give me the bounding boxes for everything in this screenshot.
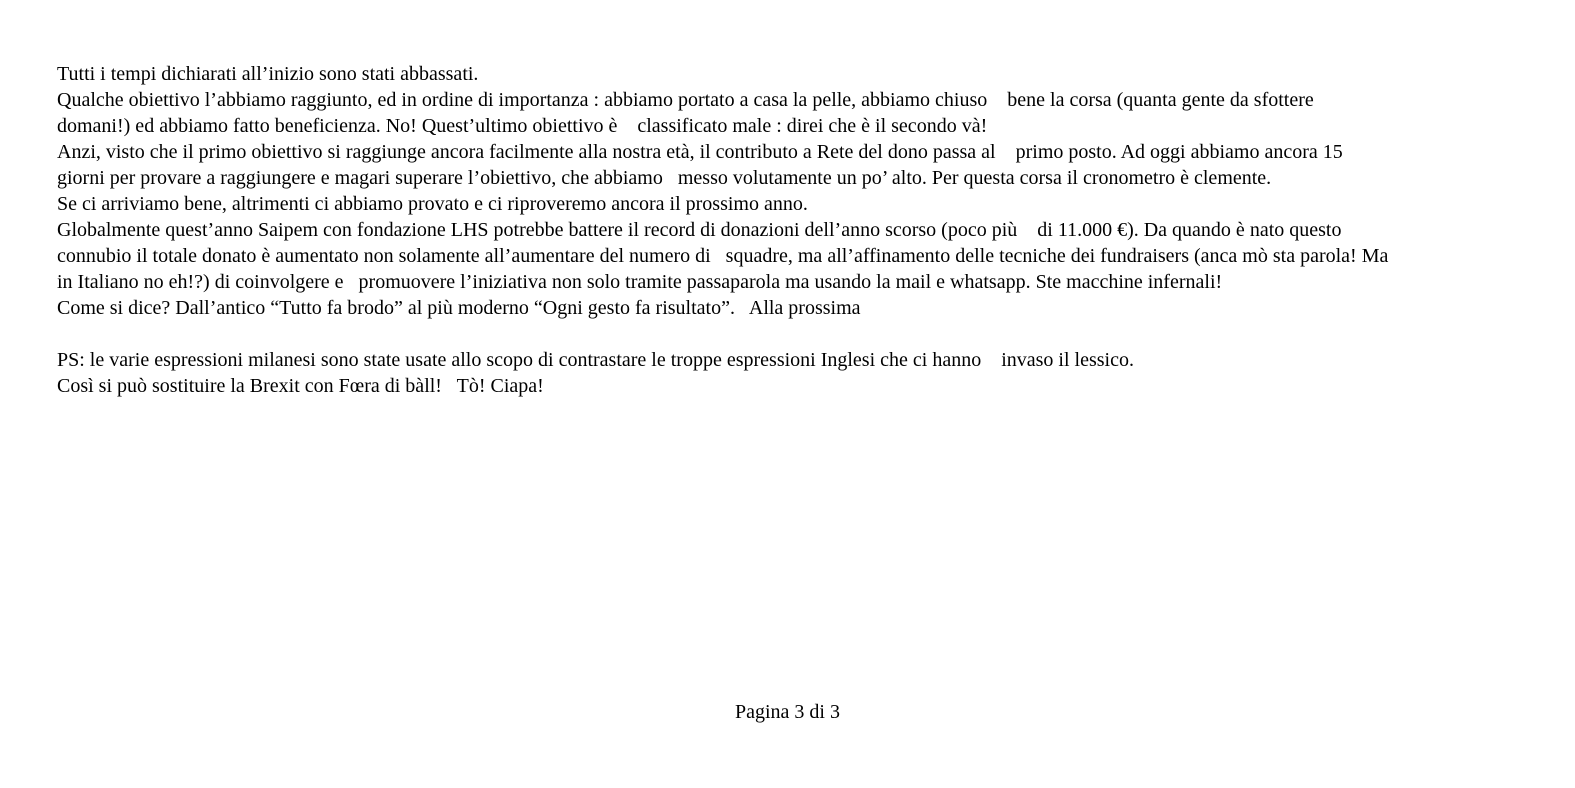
text-line: Globalmente quest’anno Saipem con fondazione LHS potrebbe battere il record di donazioni dell’anno scorso (poco più di 11.000 €). Da quando è nato questo — [57, 219, 1342, 241]
text-line: Anzi, visto che il primo obiettivo si raggiunge ancora facilmente alla nostra età, il contributo a Rete del dono passa al primo posto. Ad oggi abbiamo ancora 15 — [57, 141, 1343, 163]
text-line: Se ci arriviamo bene, altrimenti ci abbiamo provato e ci riproveremo ancora il prossimo anno. — [57, 193, 808, 215]
text-line: Qualche obiettivo l’abbiamo raggiunto, ed in ordine di importanza : abbiamo portato a casa la pelle, abbiamo chiuso bene la corsa (quanta gente da sfottere — [57, 89, 1314, 111]
text-line: PS: le varie espressioni milanesi sono state usate allo scopo di contrastare le troppe espressioni Inglesi che ci hanno invaso il lessico. — [57, 349, 1134, 371]
document-body-text — [57, 61, 1557, 399]
page-number-footer: Pagina 3 di 3 — [735, 701, 840, 723]
text-line: domani!) ed abbiamo fatto beneficienza. No! Quest’ultimo obiettivo è classificato male : direi che è il secondo và! — [57, 115, 988, 137]
text-line: in Italiano no eh!?) di coinvolgere e promuovere l’iniziativa non solo tramite passaparola ma usando la mail e whatsapp. Ste macchine infernali! — [57, 271, 1223, 293]
text-line: giorni per provare a raggiungere e magari superare l’obiettivo, che abbiamo messo volutamente un po’ alto. Per questa corsa il cronometro è clemente. — [57, 167, 1272, 189]
text-line: Tutti i tempi dichiarati all’inizio sono stati abbassati. — [57, 63, 479, 85]
text-line: Così si può sostituire la Brexit con Fœra di bàll! Tò! Ciapa! — [57, 375, 544, 397]
text-line: connubio il totale donato è aumentato non solamente all’aumentare del numero di squadre, ma all’affinamento delle tecniche dei fundraisers (anca mò sta parola! Ma — [57, 245, 1389, 267]
text-line — [57, 321, 1557, 347]
text-line: Come si dice? Dall’antico “Tutto fa brodo” al più moderno “Ogni gesto fa risultato”. Alla prossima — [57, 297, 861, 319]
